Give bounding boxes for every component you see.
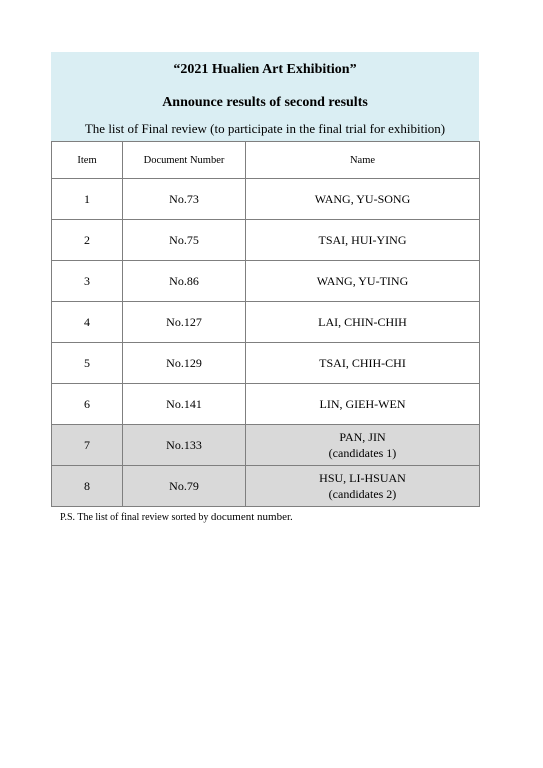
- table-row-candidate: [52, 466, 480, 507]
- candidate-name: HSU, LI-HSUAN: [319, 471, 406, 485]
- footnote: [60, 511, 479, 524]
- name-cell: LIN, GIEH-WEN: [246, 384, 480, 425]
- table-header-row: [52, 142, 480, 179]
- page-title: “2021 Hualien Art Exhibition”: [173, 62, 357, 77]
- name-cell: TSAI, CHIH-CHI: [246, 343, 480, 384]
- table-row: [52, 220, 480, 261]
- item-cell: 5: [52, 343, 123, 384]
- document-number-cell: No.133: [123, 425, 246, 466]
- footnote-text-emphasis: document number.: [210, 511, 293, 523]
- candidate-note: (candidates 1): [328, 446, 397, 460]
- item-cell: 6: [52, 384, 123, 425]
- page-subtitle: Announce results of second results: [162, 95, 368, 110]
- item-cell: 8: [52, 466, 123, 507]
- results-sheet: [51, 52, 479, 524]
- column-header-name: Name: [246, 142, 480, 179]
- item-cell: 4: [52, 302, 123, 343]
- table-row: [52, 302, 480, 343]
- name-cell: TSAI, HUI-YING: [246, 220, 480, 261]
- document-number-cell: No.127: [123, 302, 246, 343]
- name-cell: LAI, CHIN-CHIH: [246, 302, 480, 343]
- document-number-cell: No.79: [123, 466, 246, 507]
- table-row-candidate: [52, 425, 480, 466]
- column-header-item: Item: [52, 142, 123, 179]
- table-row: [52, 343, 480, 384]
- item-cell: 1: [52, 179, 123, 220]
- column-header-document-number: Document Number: [123, 142, 246, 179]
- document-number-cell: No.129: [123, 343, 246, 384]
- name-cell: WANG, YU-TING: [246, 261, 480, 302]
- table-row: [52, 261, 480, 302]
- item-cell: 2: [52, 220, 123, 261]
- name-cell: [246, 466, 480, 507]
- document-number-cell: No.75: [123, 220, 246, 261]
- table-row: [52, 179, 480, 220]
- candidate-note: (candidates 2): [328, 487, 397, 501]
- footnote-text: P.S. The list of final review sorted by: [60, 512, 211, 523]
- name-cell: WANG, YU-SONG: [246, 179, 480, 220]
- item-cell: 7: [52, 425, 123, 466]
- document-number-cell: No.86: [123, 261, 246, 302]
- document-number-cell: No.141: [123, 384, 246, 425]
- candidate-name: PAN, JIN: [339, 430, 386, 444]
- document-number-cell: No.73: [123, 179, 246, 220]
- name-cell: [246, 425, 480, 466]
- item-cell: 3: [52, 261, 123, 302]
- list-caption: The list of Final review (to participate in the final trial for exhibition): [84, 121, 446, 136]
- header-panel: [51, 52, 479, 141]
- table-row: [52, 384, 480, 425]
- results-table: [51, 141, 480, 507]
